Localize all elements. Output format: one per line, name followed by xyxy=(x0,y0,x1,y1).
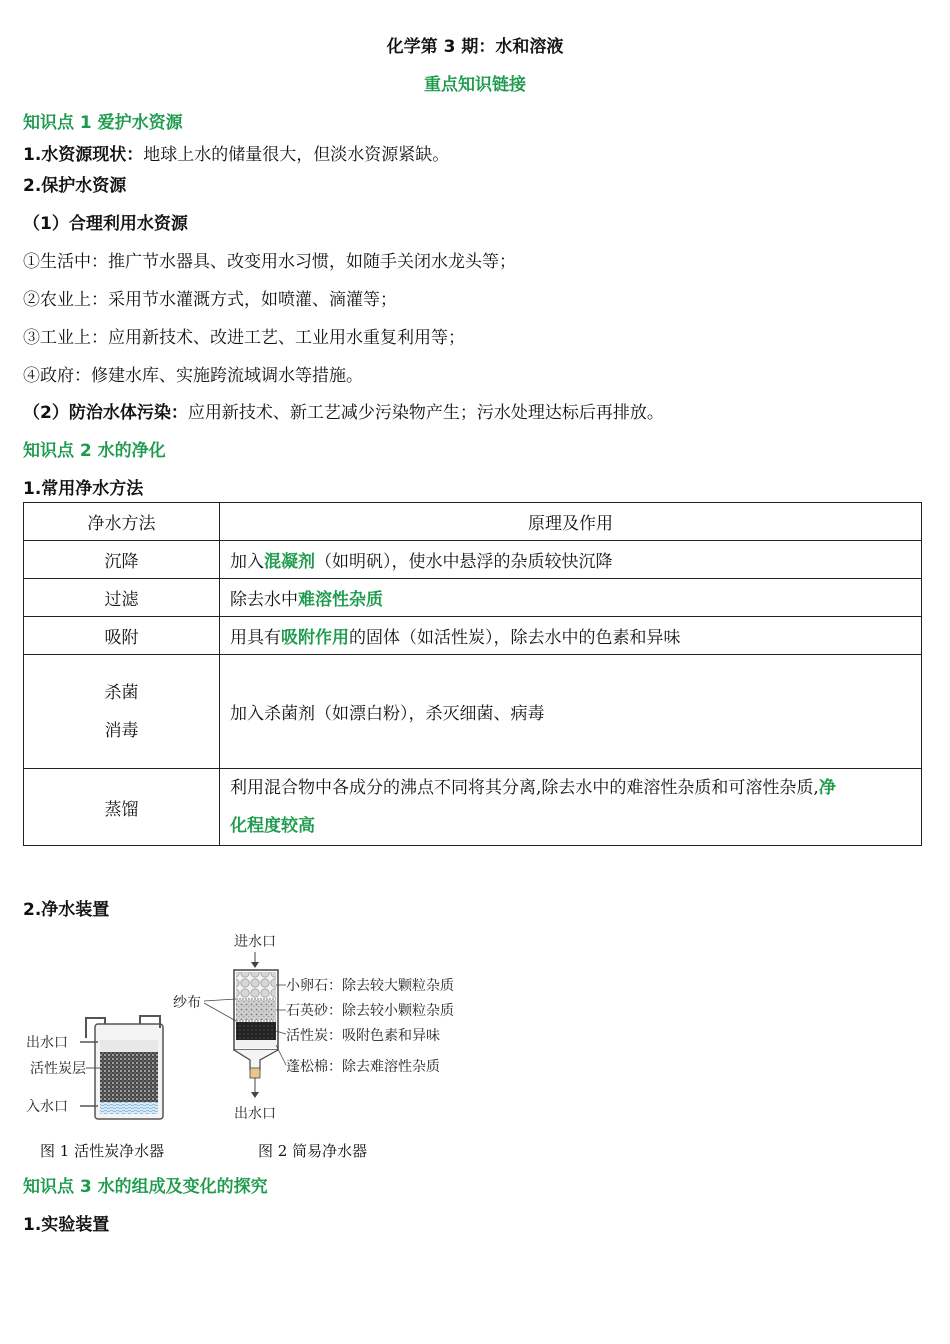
table-header-method: 净水方法 xyxy=(24,503,220,541)
principle-cell: 加入混凝剂（如明矾），使水中悬浮的杂质较快沉降 xyxy=(220,541,922,579)
kp2-line2: 2.净水装置 xyxy=(23,900,110,920)
kp1-item-3: ③工业上：应用新技术、改进工艺、工业用水重复利用等； xyxy=(23,328,465,348)
kp1-line2: 2.保护水资源 xyxy=(23,176,127,196)
kp1-item-1: ①生活中：推广节水器具、改变用水习惯，如随手关闭水龙头等； xyxy=(23,252,516,272)
kp3-heading: 知识点 3 水的组成及变化的探究 xyxy=(23,1177,268,1197)
fig2-layer4-label: 蓬松棉：除去难溶性杂质 xyxy=(286,1059,440,1075)
method-cell: 吸附 xyxy=(24,617,220,655)
kp1-item-4: ④政府：修建水库、实施跨流域调水等措施。 xyxy=(23,366,363,386)
fig2-layer1-label: 小卵石：除去较大颗粒杂质 xyxy=(286,978,454,994)
simple-purifier-figure xyxy=(170,928,490,1128)
principle-cell: 利用混合物中各成分的沸点不同将其分离,除去水中的难溶性杂质和可溶性杂质,净 化程度较高 xyxy=(220,769,922,846)
keyword-highlight: 混凝剂 xyxy=(264,552,315,572)
kp1-item-2: ②农业上：采用节水灌溉方式，如喷灌、滴灌等； xyxy=(23,290,397,310)
fig2-layer3-label: 活性炭：吸附色素和异味 xyxy=(286,1028,440,1044)
kp1-heading: 知识点 1 爱护水资源 xyxy=(23,113,183,133)
fig1-caption: 图 1 活性炭净水器 xyxy=(40,1142,165,1160)
fig2-gauze-label: 纱布 xyxy=(173,995,201,1011)
purification-methods-table xyxy=(23,502,922,846)
kp1-sub2-text: 应用新技术、新工艺减少污染物产生；污水处理达标后再排放。 xyxy=(187,403,664,423)
keyword-highlight: 化程度较高 xyxy=(230,816,315,836)
method-cell: 杀菌 消毒 xyxy=(24,655,220,769)
fig1-carbon-label: 活性炭层 xyxy=(30,1061,86,1077)
kp2-line1: 1.常用净水方法 xyxy=(23,479,144,499)
table-header-principle: 原理及作用 xyxy=(220,503,922,541)
table-row xyxy=(24,541,922,579)
kp1-line1-label: 1.水资源现状： xyxy=(23,145,144,165)
kp1-line1-text: 地球上水的储量很大，但淡水资源紧缺。 xyxy=(143,145,450,165)
page-subtitle: 重点知识链接 xyxy=(424,75,526,95)
fig2-outlet-label: 出水口 xyxy=(234,1106,276,1122)
table-row xyxy=(24,655,922,769)
keyword-highlight: 净 xyxy=(818,778,836,798)
principle-cell: 除去水中难溶性杂质 xyxy=(220,579,922,617)
kp1-sub2-label: （2）防治水体污染： xyxy=(23,403,188,423)
fig2-inlet-label: 进水口 xyxy=(234,934,276,950)
table-row xyxy=(24,769,922,846)
principle-cell: 用具有吸附作用的固体（如活性炭），除去水中的色素和异味 xyxy=(220,617,922,655)
fig2-layer2-label: 石英砂：除去较小颗粒杂质 xyxy=(286,1003,454,1019)
table-header-row xyxy=(24,503,922,541)
kp1-sub2 xyxy=(23,398,664,423)
method-cell: 蒸馏 xyxy=(24,769,220,846)
kp1-sub1: （1）合理利用水资源 xyxy=(23,214,188,234)
kp2-heading: 知识点 2 水的净化 xyxy=(23,441,166,461)
table-row xyxy=(24,617,922,655)
kp1-line1 xyxy=(23,140,449,165)
keyword-highlight: 吸附作用 xyxy=(281,628,349,648)
fig1-outlet-label: 出水口 xyxy=(26,1035,68,1051)
method-cell: 沉降 xyxy=(24,541,220,579)
page-title: 化学第 3 期：水和溶液 xyxy=(386,37,564,57)
table-row xyxy=(24,579,922,617)
method-cell: 过滤 xyxy=(24,579,220,617)
kp3-line1: 1.实验装置 xyxy=(23,1215,110,1235)
fig1-inlet-label: 入水口 xyxy=(26,1099,68,1115)
fig2-caption: 图 2 简易净水器 xyxy=(258,1142,368,1160)
principle-cell: 加入杀菌剂（如漂白粉），杀灭细菌、病毒 xyxy=(220,655,922,769)
keyword-highlight: 难溶性杂质 xyxy=(298,590,383,610)
